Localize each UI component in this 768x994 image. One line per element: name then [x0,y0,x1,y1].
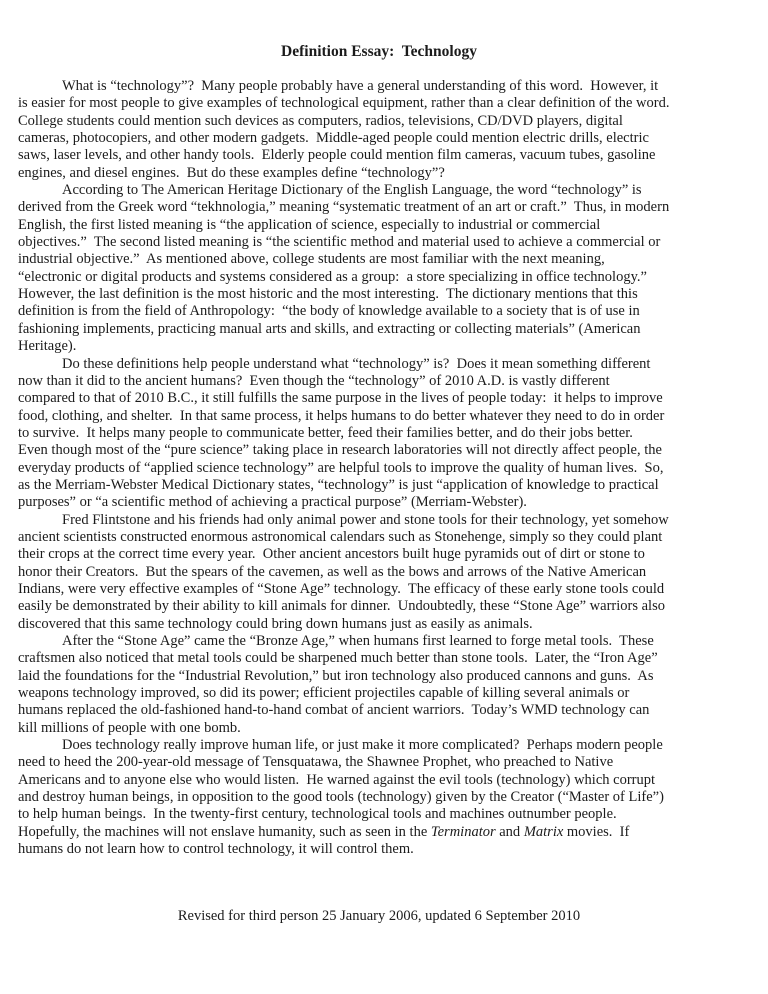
essay-line: discovered that this same technology could bring down humans just as easily as animals. [18,615,533,632]
essay-line: Heritage). [18,338,77,355]
essay-line: to survive. It helps many people to communicate better, feed their families better, and do their jobs better. [18,424,633,441]
essay-line: definition is from the field of Anthropology: “the body of knowledge available to a society that is of use in [18,303,640,320]
italic-text: Terminator [430,823,496,840]
revision-note: Revised for third person 25 January 2006, updated 6 September 2010 [177,908,581,924]
essay-line: honor their Creators. But the spears of the cavemen, as well as the bows and arrows of the Native American [18,563,647,580]
italic-text: Matrix [523,823,564,840]
essay-line: derived from the Greek word “tekhnologia,” meaning “systematic treatment of an art or craft.” Thus, in modern [18,199,670,216]
essay-line: industrial objective.” As mentioned above, college students are most familiar with the next meaning, [18,251,605,268]
essay-line: fashioning implements, practicing manual arts and skills, and extracting or collecting materials” (American [18,320,641,337]
essay-line: as the Merriam-Webster Medical Dictionary states, “technology” is just “application of knowledge to practical [18,476,659,493]
essay-line: cameras, photocopiers, and other modern gadgets. Middle-aged people could mention electric drills, electric [18,130,649,147]
essay-paragraph [18,78,758,182]
essay-line: What is “technology”? Many people probably have a general understanding of this word. However, it [62,78,659,94]
essay-paragraph [18,512,758,633]
essay-line: purposes” or “a scientific method of achieving a practical purpose” (Merriam-Webster). [18,494,527,511]
essay-line: craftsmen also noticed that metal tools could be sharpened much better than stone tools. Later, the “Iron Age” [18,650,658,667]
essay-body [18,78,758,858]
essay-line: “electronic or digital products and systems considered as a group: a store specializing in office technology.” [18,268,647,285]
essay-line: College students could mention such devices as computers, radios, televisions, CD/DVD players, digital [18,112,623,129]
essay-line: kill millions of people with one bomb. [18,719,241,736]
essay-line: everyday products of “applied science technology” are helpful tools to improve the quality of human lives. So, [18,459,664,476]
essay-line: English, the first listed meaning is “the application of science, especially to industrial or commercial [18,216,601,233]
essay-line: to help human beings. In the twenty-first century, technological tools and machines outnumber people. [18,806,617,823]
essay-line: According to The American Heritage Dictionary of the English Language, the word “technology” is [62,182,642,199]
essay-line: humans do not learn how to control technology, it will control them. [18,841,414,858]
essay-line: food, clothing, and shelter. In that same process, it helps humans to do better whatever they need to do in order [18,407,665,424]
essay-line: Does technology really improve human life, or just make it more complicated? Perhaps modern people [62,737,663,754]
essay-line: compared to that of 2010 B.C., it still fulfills the same purpose in the lives of people today: it helps to improve [18,390,663,407]
essay-line: is easier for most people to give examples of technological equipment, rather than a clear definition of the word. [18,95,670,112]
essay-line: Even though most of the “pure science” taking place in research laboratories will not directly affect people, the [18,442,662,459]
essay-line: easily be demonstrated by their ability to kill animals for dinner. Undoubtedly, these “Stone Age” warriors also [18,598,665,615]
essay-line: saws, laser levels, and other handy tools. Elderly people could mention film cameras, vacuum tubes, gasoline [18,147,656,164]
essay-line: laid the foundations for the “Industrial Revolution,” but iron technology also produced cannons and guns. As [18,667,654,684]
essay-line: need to heed the 200-year-old message of Tensquatawa, the Shawnee Prophet, who preached to Native [18,754,614,771]
essay-line [18,824,758,841]
essay-line: ancient scientists constructed enormous astronomical calendars such as Stonehenge, simply so they could plant [18,528,663,545]
essay-line: Indians, were very effective examples of “Stone Age” technology. The efficacy of these early stone tools could [18,580,665,597]
essay-line: Americans and to anyone else who would listen. He warned against the evil tools (technology) which corrupt [18,771,656,788]
essay-paragraph [18,633,758,737]
essay-line: objectives.” The second listed meaning is “the scientific method and material used to achieve a commercial or [18,234,661,251]
plain-text: movies. If [563,823,630,840]
essay-line: Fred Flintstone and his friends had only animal power and stone tools for their technology, yet somehow [62,511,669,528]
essay-line: However, the last definition is the most historic and the most interesting. The dictionary mentions that this [18,286,638,303]
essay-line: engines, and diesel engines. But do these examples define “technology”? [18,164,445,181]
essay-paragraph [18,182,758,355]
essay-line: and destroy human beings, in opposition to the good tools (technology) given by the Creator (“Master of Life”) [18,789,664,806]
essay-line: After the “Stone Age” came the “Bronze Age,” when humans first learned to forge metal tools. These [62,633,654,649]
essay-line: humans replaced the old-fashioned hand-to-hand combat of ancient warriors. Today’s WMD technology can [18,702,650,719]
essay-line: now than it did to the ancient humans? Even though the “technology” of 2010 A.D. is vastly different [18,372,610,389]
essay-line: Do these definitions help people understand what “technology” is? Does it mean something different [62,355,651,372]
essay-line: their crops at the correct time every year. Other ancient ancestors built huge pyramids out of dirt or stone to [18,546,645,563]
essay-paragraph [18,737,758,858]
plain-text: and [495,823,524,840]
plain-text: Hopefully, the machines will not enslave humanity, such as seen in the [18,823,431,840]
essay-paragraph [18,356,758,512]
essay-line: weapons technology improved, so did its power; efficient projectiles capable of killing several animals or [18,685,630,702]
essay-title: Definition Essay: Technology [281,43,477,60]
